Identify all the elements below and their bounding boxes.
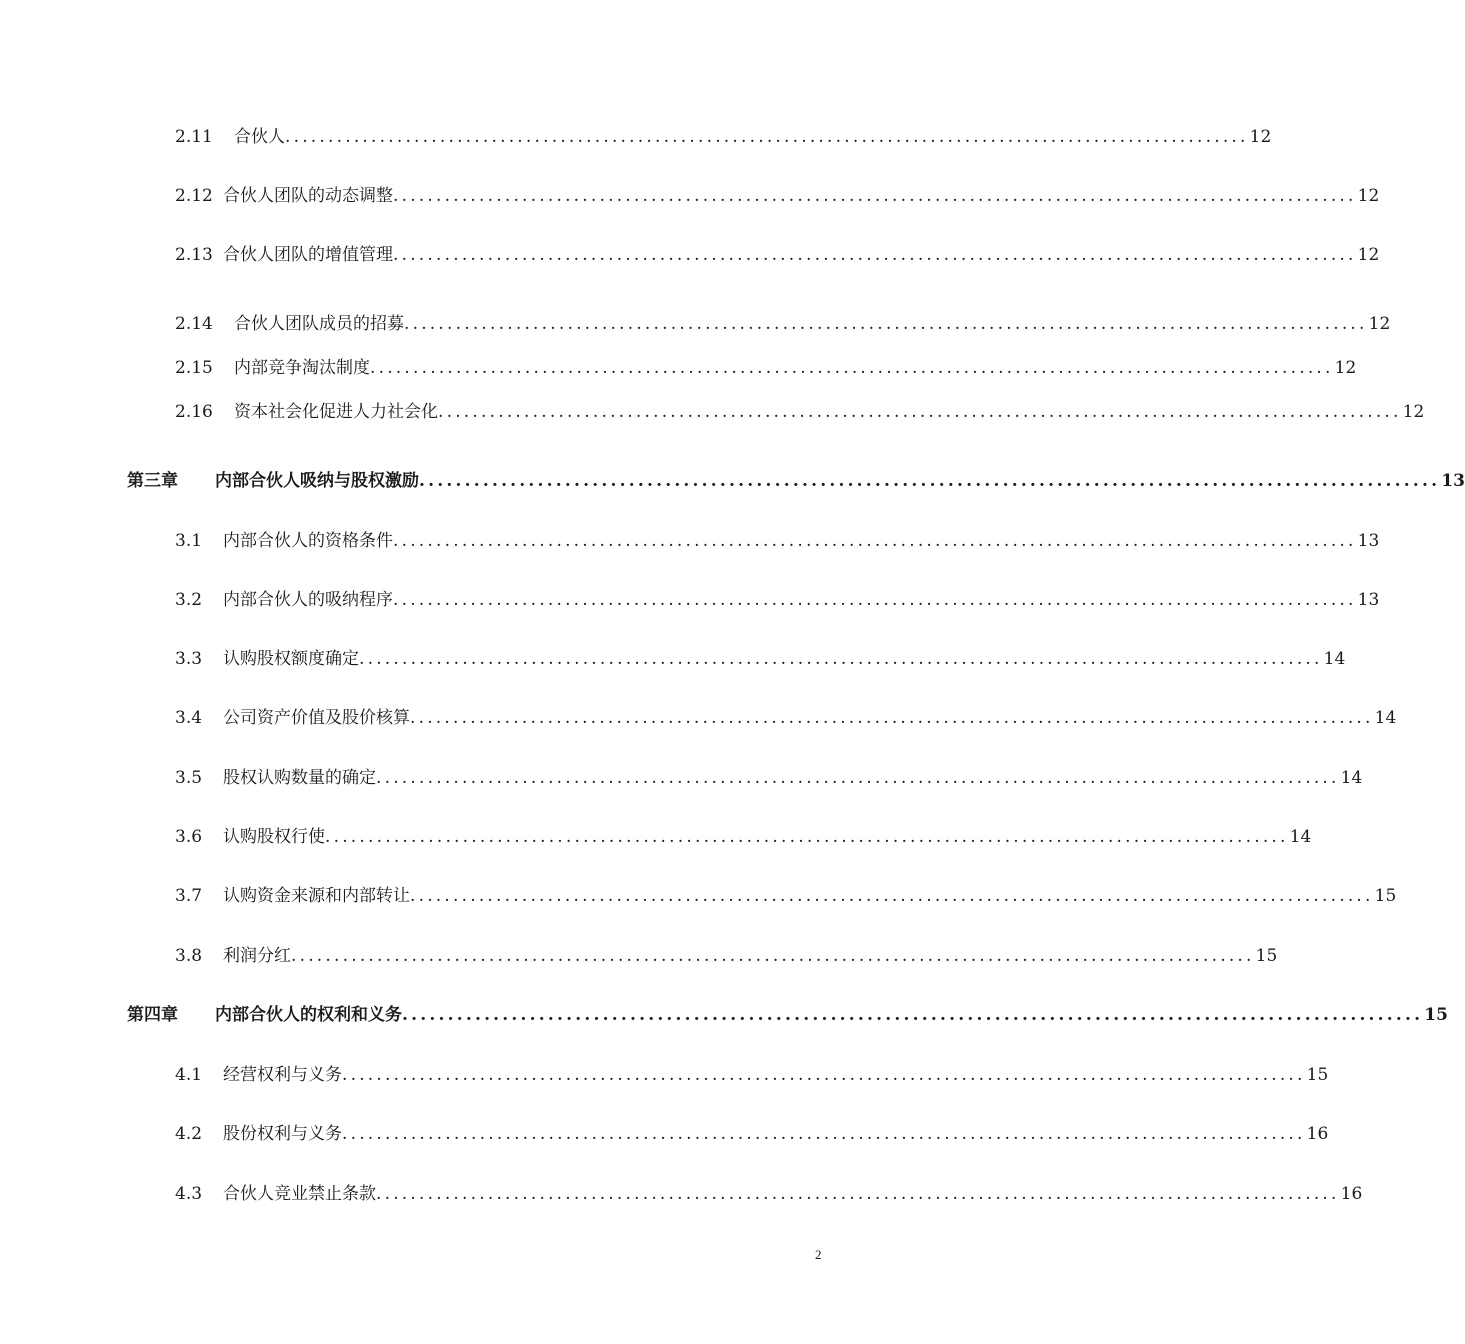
- toc-dot-leader: ................................................................................................................: [393, 590, 1357, 610]
- toc-entry-title: 合伙人竞业禁止条款: [223, 1184, 376, 1204]
- toc-dot-leader: ................................................................................................................: [376, 1184, 1340, 1204]
- toc-entry-number: 2.14: [175, 314, 213, 334]
- toc-entry-number: 4.3: [175, 1184, 203, 1204]
- toc-dot-leader: ................................................................................................................: [325, 827, 1289, 847]
- toc-entry-title: 经营权利与义务: [223, 1065, 342, 1085]
- toc-chapter-title: 内部合伙人的权利和义务: [215, 1005, 402, 1025]
- toc-entry-page: 14: [1289, 827, 1312, 847]
- toc-dot-leader: ................................................................................................................: [342, 1124, 1306, 1144]
- toc-chapter-page: 15: [1424, 1005, 1448, 1025]
- toc-entry-title: 内部合伙人的资格条件: [223, 531, 393, 551]
- toc-dot-leader: ................................................................................................................: [404, 314, 1368, 334]
- toc-dot-leader: ................................................................................................................: [359, 649, 1323, 669]
- toc-entry-title: 内部合伙人的吸纳程序: [223, 590, 393, 610]
- toc-entry-4-2[interactable]: [175, 1123, 1329, 1145]
- toc-entry-page: 14: [1340, 768, 1363, 788]
- toc-entry-page: 15: [1374, 886, 1397, 906]
- toc-entry-number: 3.8: [175, 946, 203, 966]
- toc-entry-title: 认购资金来源和内部转让: [223, 886, 410, 906]
- toc-entry-page: 12: [1368, 314, 1391, 334]
- toc-dot-leader: ................................................................................................................: [393, 245, 1357, 265]
- toc-entry-4-3[interactable]: [175, 1183, 1363, 1205]
- toc-entry-title: 合伙人: [234, 127, 285, 147]
- toc-entry-page: 13: [1357, 531, 1380, 551]
- toc-entry-title: 公司资产价值及股价核算: [223, 708, 410, 728]
- toc-entry-title: 认购股权行使: [223, 827, 325, 847]
- toc-entry-2-11[interactable]: [175, 126, 1272, 148]
- toc-entry-2-14[interactable]: [175, 313, 1391, 335]
- toc-dot-leader: ................................................................................................................: [342, 1065, 1306, 1085]
- toc-entry-page: 12: [1402, 402, 1425, 422]
- toc-entry-3-5[interactable]: [175, 767, 1363, 789]
- toc-chapter-number: 第四章: [127, 1005, 178, 1025]
- toc-entry-page: 14: [1323, 649, 1346, 669]
- toc-entry-number: 3.5: [175, 768, 203, 788]
- toc-entry-page: 15: [1255, 946, 1278, 966]
- toc-entry-number: 3.2: [175, 590, 203, 610]
- toc-dot-leader: ................................................................................................................: [419, 471, 1441, 491]
- toc-dot-leader: ................................................................................................................: [438, 402, 1402, 422]
- toc-chapter-title: 内部合伙人吸纳与股权激励: [215, 471, 419, 491]
- toc-entry-3-4[interactable]: [175, 707, 1397, 729]
- toc-entry-page: 12: [1334, 358, 1357, 378]
- toc-entry-page: 14: [1374, 708, 1397, 728]
- toc-entry-page: 12: [1249, 127, 1272, 147]
- toc-entry-3-3[interactable]: [175, 648, 1346, 670]
- toc-entry-2-16[interactable]: [175, 401, 1425, 423]
- toc-entry-title: 认购股权额度确定: [223, 649, 359, 669]
- toc-entry-title: 股份权利与义务: [223, 1124, 342, 1144]
- toc-chapter-number: 第三章: [127, 471, 178, 491]
- toc-entry-page: 12: [1357, 186, 1380, 206]
- toc-entry-title: 股权认购数量的确定: [223, 768, 376, 788]
- toc-entry-number: 2.16: [175, 402, 213, 422]
- toc-entry-number: 3.4: [175, 708, 203, 728]
- toc-dot-leader: ................................................................................................................: [410, 708, 1374, 728]
- toc-entry-number: 3.3: [175, 649, 203, 669]
- toc-chapter-page: 13: [1441, 471, 1465, 491]
- toc-entry-number: 4.1: [175, 1065, 203, 1085]
- toc-entry-3-2[interactable]: [175, 589, 1380, 611]
- toc-entry-3-7[interactable]: [175, 885, 1397, 907]
- toc-entry-title: 合伙人团队的动态调整: [223, 186, 393, 206]
- toc-entry-page: 15: [1306, 1065, 1329, 1085]
- toc-dot-leader: ................................................................................................................: [410, 886, 1374, 906]
- toc-entry-page: 12: [1357, 245, 1380, 265]
- toc-entry-title: 内部竞争淘汰制度: [234, 358, 370, 378]
- toc-entry-3-8[interactable]: [175, 945, 1278, 967]
- toc-entry-title: 利润分红: [223, 946, 291, 966]
- toc-chapter-3[interactable]: [127, 470, 1465, 492]
- toc-entry-3-6[interactable]: [175, 826, 1312, 848]
- toc-entry-number: 2.15: [175, 358, 213, 378]
- toc-entry-number: 4.2: [175, 1124, 203, 1144]
- toc-chapter-4[interactable]: [127, 1004, 1448, 1026]
- toc-entry-page: 16: [1340, 1184, 1363, 1204]
- toc-dot-leader: ................................................................................................................: [402, 1005, 1424, 1025]
- toc-dot-leader: ................................................................................................................: [291, 946, 1255, 966]
- toc-entry-3-1[interactable]: [175, 530, 1380, 552]
- toc-entry-2-12[interactable]: [175, 185, 1380, 207]
- toc-entry-number: 3.6: [175, 827, 203, 847]
- toc-entry-number: 2.12: [175, 186, 213, 206]
- toc-entry-page: 16: [1306, 1124, 1329, 1144]
- toc-dot-leader: ................................................................................................................: [393, 531, 1357, 551]
- toc-entry-title: 合伙人团队的增值管理: [223, 245, 393, 265]
- toc-entry-number: 3.7: [175, 886, 203, 906]
- toc-entry-2-15[interactable]: [175, 357, 1357, 379]
- page-number: 2: [815, 1247, 822, 1262]
- toc-entry-number: 3.1: [175, 531, 203, 551]
- toc-entry-page: 13: [1357, 590, 1380, 610]
- toc-entry-4-1[interactable]: [175, 1064, 1329, 1086]
- toc-dot-leader: ................................................................................................................: [285, 127, 1249, 147]
- toc-entry-number: 2.13: [175, 245, 213, 265]
- toc-entry-title: 资本社会化促进人力社会化: [234, 402, 438, 422]
- toc-dot-leader: ................................................................................................................: [370, 358, 1334, 378]
- toc-entry-title: 合伙人团队成员的招募: [234, 314, 404, 334]
- toc-dot-leader: ................................................................................................................: [393, 186, 1357, 206]
- toc-entry-number: 2.11: [175, 127, 213, 147]
- toc-entry-2-13[interactable]: [175, 244, 1380, 266]
- toc-dot-leader: ................................................................................................................: [376, 768, 1340, 788]
